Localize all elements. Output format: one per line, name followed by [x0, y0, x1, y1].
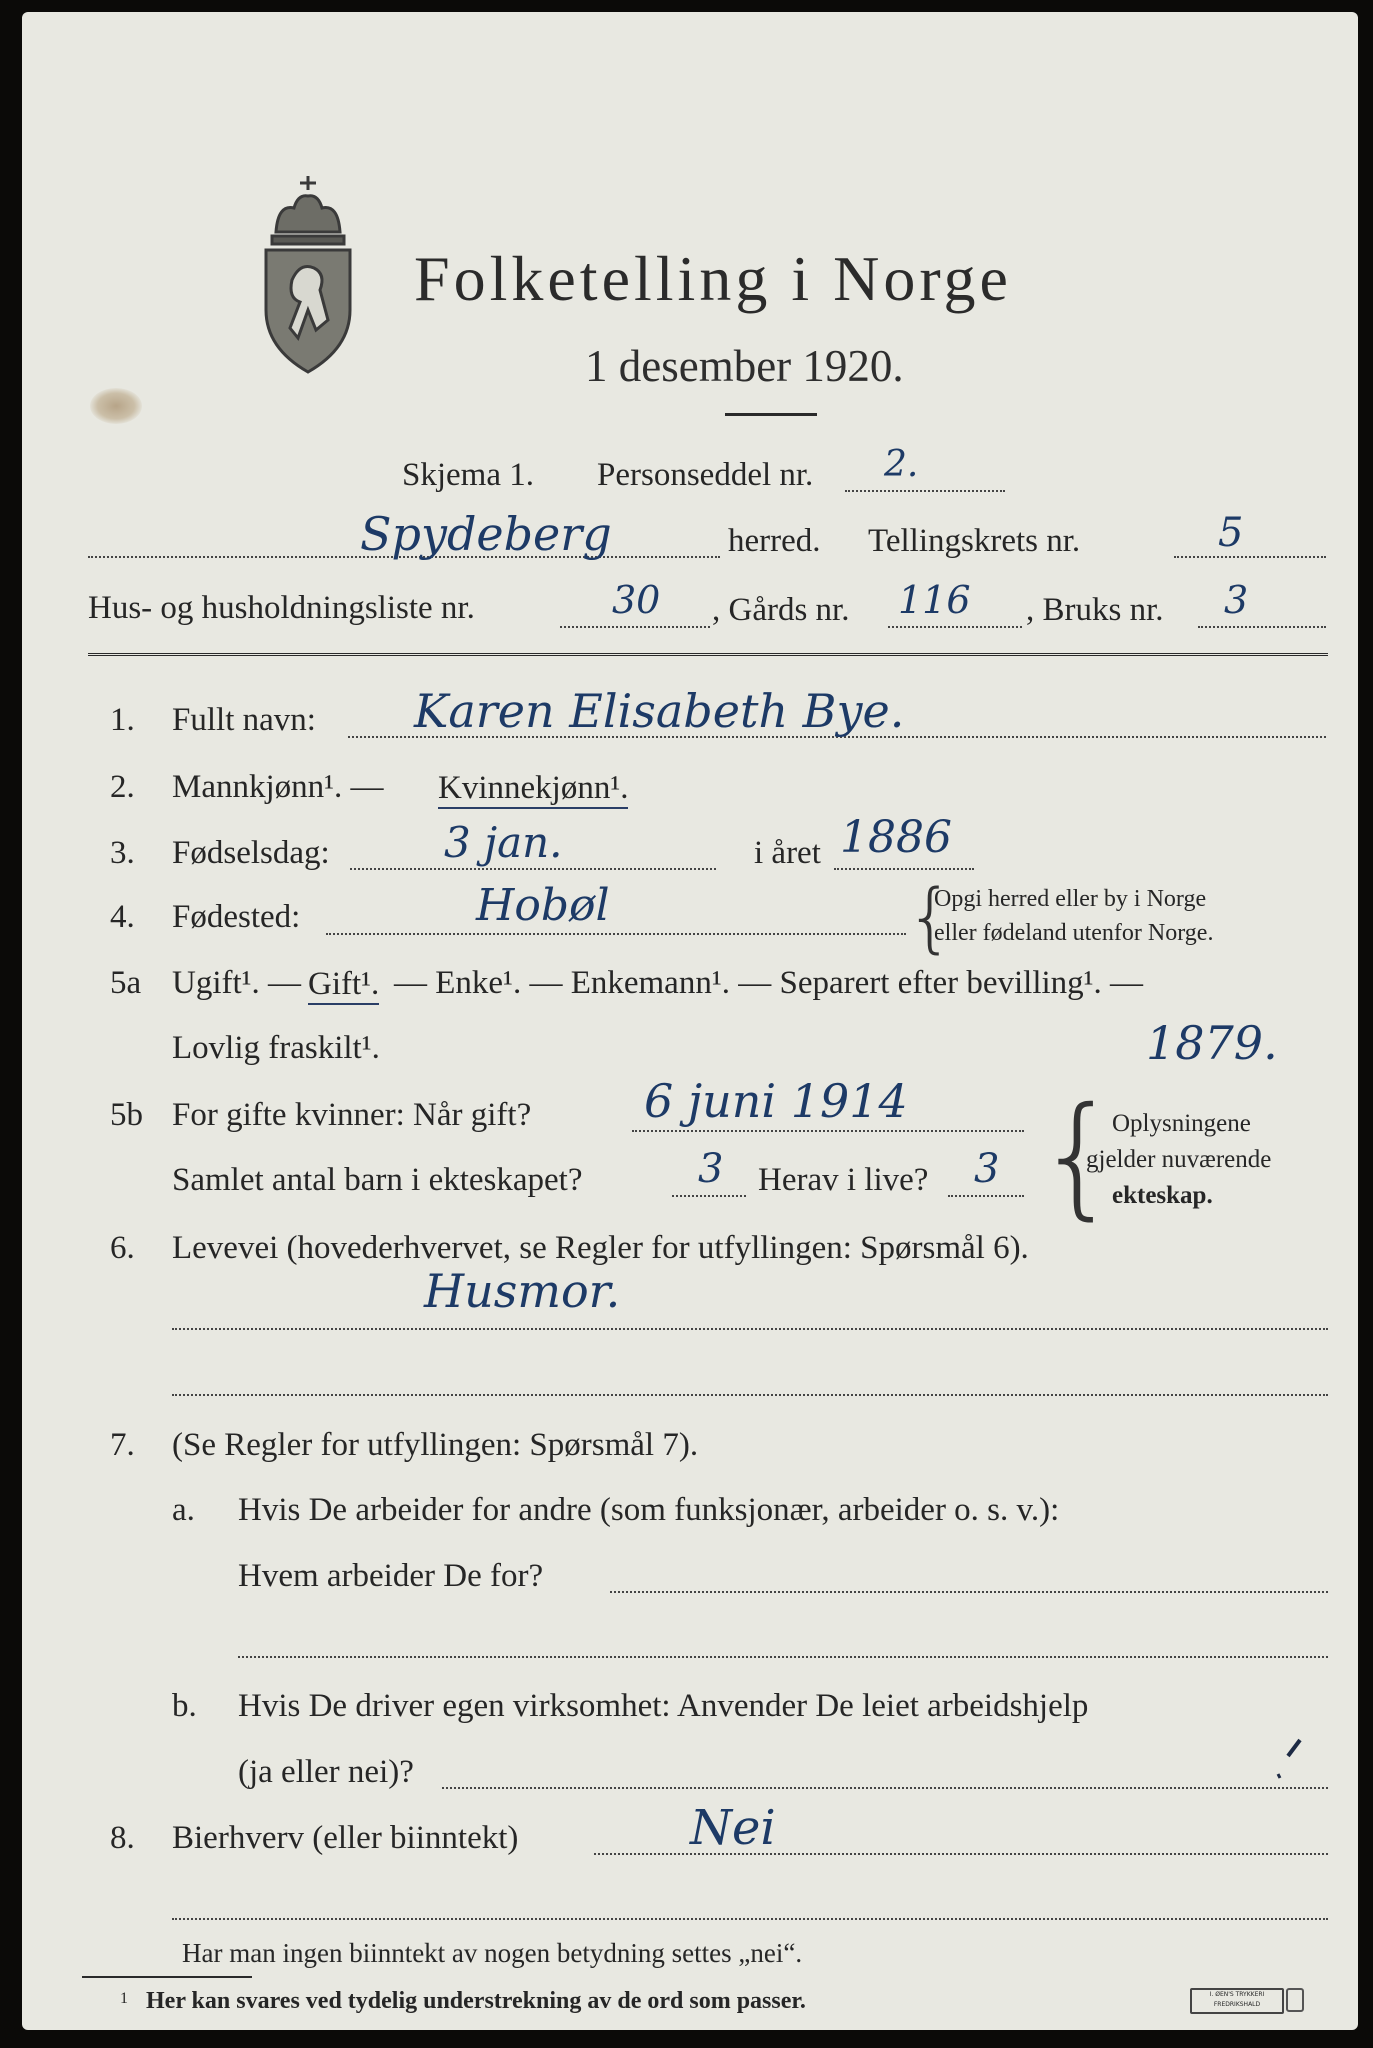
personseddel-line — [845, 490, 1005, 492]
tellingskrets-line — [1174, 556, 1326, 558]
bruks-value[interactable]: 3 — [1224, 578, 1249, 622]
full-name-value[interactable]: Karen Elisabeth Bye. — [414, 684, 905, 738]
occupation-value[interactable]: Husmor. — [424, 1264, 621, 1318]
census-form-page — [22, 12, 1358, 2030]
ink-stain — [90, 388, 142, 424]
q4-number: 4. — [110, 899, 135, 935]
gards-value[interactable]: 116 — [898, 578, 971, 622]
gards-line — [888, 626, 1022, 628]
q3-line — [350, 868, 716, 870]
q1-number: 1. — [110, 702, 135, 738]
q7a-line-2[interactable] — [238, 1656, 1328, 1658]
marital-ugift-option[interactable]: Ugift¹. — — [172, 965, 302, 1001]
gards-label: , Gårds nr. — [712, 592, 850, 628]
q6-line-1 — [172, 1328, 1328, 1330]
q7a-text: Hvis De arbeider for andre (som funksjonær, arbeider o. s. v.): — [238, 1492, 1060, 1528]
husliste-value[interactable]: 30 — [612, 578, 661, 622]
marital-fraskilt-option[interactable]: Lovlig fraskilt¹. — [172, 1030, 380, 1066]
q8-label: Bierhverv (eller biinntekt) — [172, 1820, 519, 1856]
marital-gift-option[interactable]: Gift¹. — [308, 965, 379, 1005]
q7b-question: (ja eller nei)? — [238, 1754, 414, 1790]
bruks-label: , Bruks nr. — [1026, 592, 1164, 628]
q5b-line-1 — [632, 1130, 1024, 1132]
footnote-rule — [82, 1976, 252, 1978]
q6-line-2 — [172, 1394, 1328, 1396]
q5b-number: 5b — [110, 1097, 143, 1133]
q4-note-1: Opgi herred eller by i Norge — [934, 886, 1207, 912]
q3-label: Fødselsdag: — [172, 835, 330, 871]
q7a-line-1[interactable] — [610, 1591, 1328, 1593]
form-title: Folketelling i Norge — [414, 243, 1012, 314]
q7a-question: Hvem arbeider De for? — [238, 1558, 544, 1594]
q3-year-line — [834, 868, 974, 870]
q5b-label-1: For gifte kvinner: Når gift? — [172, 1097, 532, 1133]
q5b-line-2 — [672, 1195, 746, 1197]
q8-number: 8. — [110, 1820, 135, 1856]
q6-label: Levevei (hovederhvervet, se Regler for utfyllingen: Spørsmål 6). — [172, 1230, 1029, 1266]
footnote-mark: 1 — [120, 1990, 128, 2007]
marital-other-options[interactable]: — Enke¹. — Enkemann¹. — Separert efter bevilling¹. — — [394, 965, 1144, 1001]
q5b-label-3: Herav i live? — [758, 1162, 929, 1198]
q3-year-label: i året — [754, 835, 821, 871]
gender-male-option[interactable]: Mannkjønn¹. — — [172, 769, 384, 805]
marriage-date-value[interactable]: 6 juni 1914 — [644, 1074, 908, 1128]
side-income-value[interactable]: Nei — [690, 1800, 776, 1856]
q7b-letter: b. — [172, 1688, 197, 1724]
children-alive-value[interactable]: 3 — [974, 1146, 1000, 1192]
schema-label: Skjema 1. — [402, 457, 534, 493]
q5b-note-3: ekteskap. — [1112, 1182, 1213, 1209]
coat-of-arms-icon — [248, 170, 368, 378]
herred-value[interactable]: Spydeberg — [360, 507, 612, 561]
footer-note: Har man ingen biinntekt av nogen betydning settes „nei“. — [182, 1938, 803, 1968]
q7a-letter: a. — [172, 1492, 195, 1528]
footnote-text: Her kan svares ved tydelig understrekning av de ord som passer. — [146, 1988, 806, 2014]
husliste-label: Hus- og husholdningsliste nr. — [88, 590, 475, 626]
herred-label: herred. — [728, 523, 821, 559]
q7b-text: Hvis De driver egen virksomhet: Anvender De leiet arbeidshjelp — [238, 1688, 1089, 1724]
stamp-mark-icon — [1286, 1988, 1304, 2012]
tellingskrets-label: Tellingskrets nr. — [868, 523, 1081, 559]
q5b-line-3 — [948, 1195, 1024, 1197]
q4-label: Fødested: — [172, 899, 301, 935]
q7-number: 7. — [110, 1427, 135, 1463]
q4-line — [326, 933, 906, 935]
q3-number: 3. — [110, 835, 135, 871]
q4-note-2: eller fødeland utenfor Norge. — [934, 920, 1214, 946]
q8-line-2 — [172, 1918, 1328, 1920]
printer-stamp: I. ØEN'S TRYKKERI FREDRIKSHALD — [1190, 1988, 1284, 2014]
q5a-number: 5a — [110, 965, 142, 1001]
q6-number: 6. — [110, 1230, 135, 1266]
pen-mark-icon — [1268, 1736, 1308, 1782]
personseddel-label: Personseddel nr. — [597, 457, 814, 493]
q4-brace: { — [906, 872, 955, 961]
q5b-note-2: gjelder nuværende — [1086, 1146, 1272, 1173]
header-rule — [88, 649, 1328, 656]
birthplace-value[interactable]: Hobøl — [476, 880, 610, 931]
gender-female-option[interactable]: Kvinnekjønn¹. — [438, 769, 628, 809]
q1-label: Fullt navn: — [172, 702, 316, 738]
census-date: 1 desember 1920. — [585, 341, 904, 391]
personseddel-value[interactable]: 2. — [884, 444, 919, 485]
q7b-line[interactable] — [442, 1787, 1328, 1789]
birth-date-value[interactable]: 3 jan. — [444, 818, 563, 867]
q5b-note-1: Oplysningene — [1112, 1110, 1251, 1137]
q7-label: (Se Regler for utfyllingen: Spørsmål 7). — [172, 1427, 699, 1463]
q5b-brace: { — [1036, 1079, 1120, 1233]
husliste-line — [560, 626, 710, 628]
bruks-line — [1198, 626, 1326, 628]
title-divider — [725, 413, 817, 416]
margin-note: 1879. — [1146, 1016, 1278, 1070]
children-total-value[interactable]: 3 — [698, 1146, 724, 1192]
tellingskrets-value[interactable]: 5 — [1218, 510, 1244, 556]
q2-number: 2. — [110, 769, 135, 805]
q5b-label-2: Samlet antal barn i ekteskapet? — [172, 1162, 583, 1198]
birth-year-value[interactable]: 1886 — [840, 812, 952, 863]
